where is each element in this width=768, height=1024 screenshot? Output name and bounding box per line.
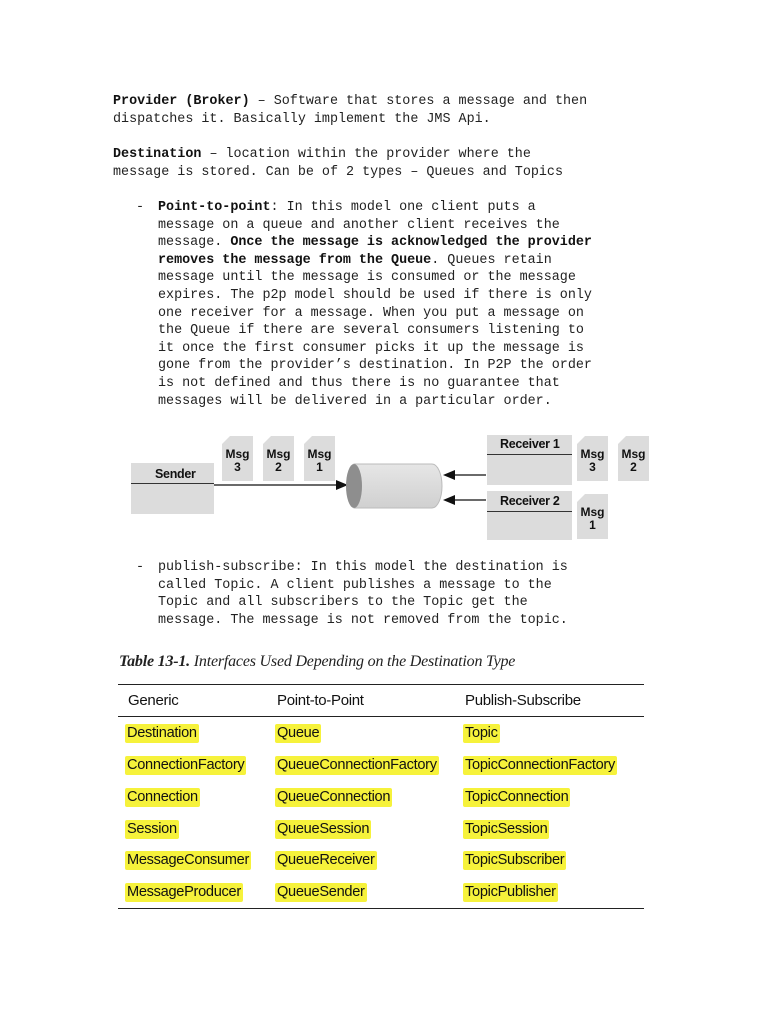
table-top-rule [118,684,644,685]
p2p-text [158,199,666,410]
p2p-bold-text: Once the message is acknowledged the provider removes the message from the Queue [158,235,592,268]
table-header-rule [118,716,644,717]
provider-text: – Software that stores a message and then dispatches it. Basically implement the JMS Api. [113,94,588,127]
provider-term: Provider (Broker) [113,94,250,109]
table-cell: Topic [465,725,498,741]
queue-cylinder-and-arrows [0,430,768,545]
table-cell: QueueConnection [277,789,391,805]
table-cell: TopicConnectionFactory [465,757,615,773]
table-cell: Session [127,821,177,837]
receiver2-divider [487,511,572,512]
msg-card: Msg 2 [618,436,649,481]
table-cell: QueueSession [277,821,370,837]
queue-end [346,464,362,508]
p2p-text-part2: . Queues retain message until the message is consumed or the message expires. The p2p model should be used if there is only one receiver for a message. When you put a message on the Queue if there are several consumers listening to it once the first consumer picks it up the message is gone from the provider’s destination. In P2P the order is not defined and thus there is no guarantee that messages will be delivered in a particular order. [158,252,592,409]
receiver2-label: Receiver 2 [500,494,560,508]
table-cell: Destination [127,725,197,741]
pubsub-bullet [136,559,666,629]
p2p-bullet [136,199,666,410]
receiver1-label: Receiver 1 [500,437,560,451]
table-cell: QueueConnectionFactory [277,757,437,773]
table-cell: Connection [127,789,198,805]
msg-card: Msg 1 [577,494,608,539]
table-cell: TopicSession [465,821,548,837]
msg-card: Msg 3 [577,436,608,481]
receiver1-box [487,435,572,485]
table-cell: Queue [277,725,320,741]
receiver1-arrow-head [443,470,455,480]
table-cell: QueueSender [277,884,365,900]
msg-card: Msg 2 [263,436,294,481]
table-cell: TopicConnection [465,789,569,805]
bullet-dash: - [136,560,145,575]
table-cell: MessageProducer [127,884,241,900]
column-header: Point-to-Point [277,692,364,709]
destination-text: – location within the provider where the message is stored. Can be of 2 types – Queues and Topics [113,147,563,180]
column-header: Generic [128,692,179,709]
msg-card: Msg 3 [222,436,253,481]
receiver2-arrow-head [443,495,455,505]
table-cell: TopicPublisher [465,884,556,900]
sender-label: Sender [155,467,196,481]
table-number: Table 13-1. [119,653,190,670]
table-cell: TopicSubscriber [465,852,565,868]
receiver1-divider [487,454,572,455]
queue-body [354,464,442,508]
column-header: Publish-Subscribe [465,692,581,709]
receiver2-box [487,491,572,540]
table-bottom-rule [118,908,644,909]
destination-term: Destination [113,147,202,162]
table-cell: QueueReceiver [277,852,375,868]
p2p-diagram [0,430,768,545]
destination-paragraph [113,146,673,181]
p2p-term: Point-to-point [158,200,271,215]
bullet-dash: - [136,200,145,215]
table-cell: MessageConsumer [127,852,250,868]
p2p-text-part1: : In this model one client puts a message on a queue and another client receives the message. [158,200,560,251]
provider-paragraph [113,93,673,128]
table-title: Interfaces Used Depending on the Destination Type [189,653,516,670]
pubsub-text: publish-subscribe: In this model the destination is called Topic. A client publishes a message to the Topic and all subscribers to the Topic get the message. The message is not removed from the topic. [158,560,568,628]
table-cell: ConnectionFactory [127,757,245,773]
table-caption [119,653,515,671]
msg-card: Msg 1 [304,436,335,481]
